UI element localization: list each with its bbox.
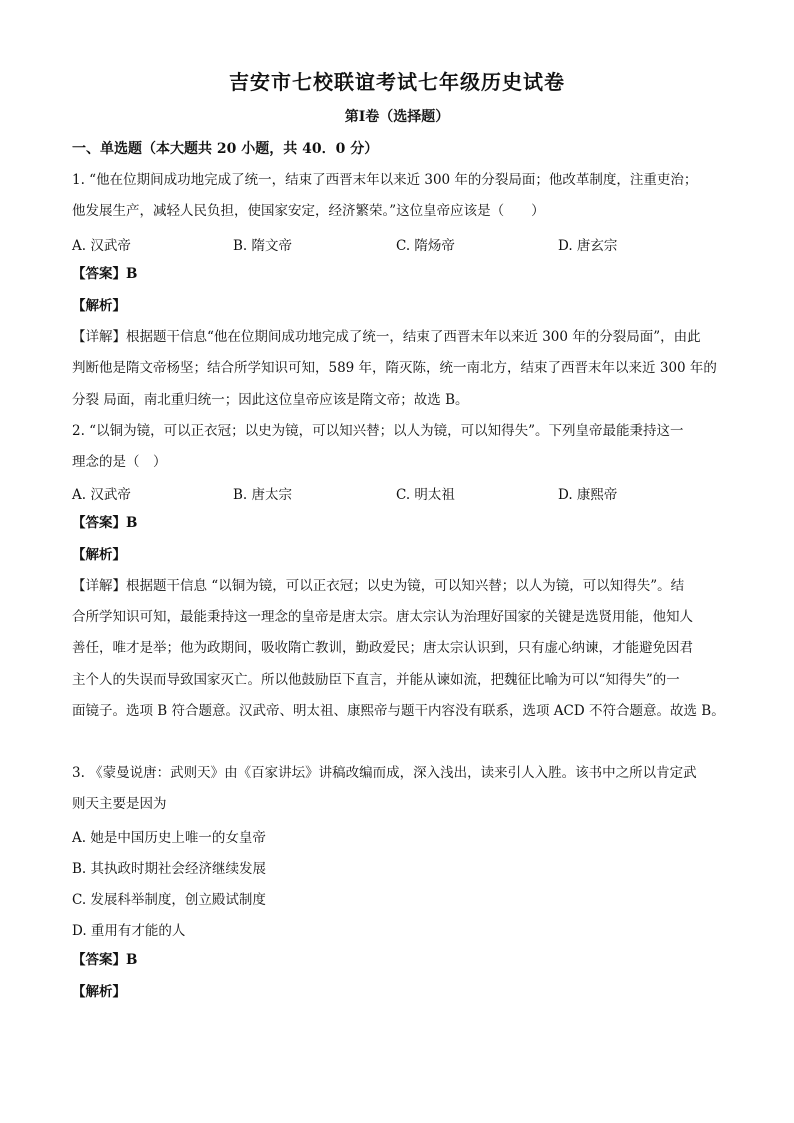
- option-b: B. 唐太宗: [233, 487, 293, 503]
- analysis-label: 【解析】: [72, 984, 126, 1000]
- detail-line: 主个人的失误而导致国家灭亡。所以他鼓励臣下直言，并能从谏如流，把魏征比喻为可以“知得失”的一: [72, 672, 680, 688]
- detail-line: 合所学知识可知，最能秉持这一理念的皇帝是唐太宗。唐太宗认为治理好国家的关键是选贤用能，他知人: [72, 609, 693, 625]
- option-d: D. 重用有才能的人: [72, 923, 186, 939]
- analysis-label: 【解析】: [72, 298, 126, 314]
- option-d: D. 康熙帝: [558, 487, 618, 503]
- question-stem-line: 则天主要是因为: [72, 796, 167, 812]
- question-stem-line: 理念的是（ ）: [72, 454, 167, 470]
- page-subtitle: 第Ⅰ卷（选择题）: [344, 109, 450, 125]
- option-b: B. 隋文帝: [233, 238, 293, 254]
- detail-line: 判断他是隋文帝杨坚；结合所学知识可知，589 年，隋灭陈，统一南北方，结束了西晋末年以来近 300 年的: [72, 360, 717, 376]
- detail-line: 【详解】根据题干信息“他在位期间成功地完成了统一，结束了西晋末年以来近 300 年的分裂局面”，由此: [72, 329, 701, 345]
- option-c: C. 发展科举制度，创立殿试制度: [72, 892, 266, 908]
- option-a: A. 汉武帝: [72, 487, 131, 503]
- option-d: D. 唐玄宗: [558, 238, 618, 254]
- option-a: A. 汉武帝: [72, 238, 131, 254]
- answer-label: 【答案】B: [72, 266, 138, 282]
- detail-line: 面镜子。选项 B 符合题意。汉武帝、明太祖、康熙帝与题干内容没有联系，选项 ACD 不符合题意。故选 B。: [72, 703, 725, 719]
- question-stem-line: 2. “以铜为镜，可以正衣冠；以史为镜，可以知兴替；以人为镜，可以知得失”。下列皇帝最能秉持这一: [72, 423, 684, 439]
- option-c: C. 隋炀帝: [396, 238, 455, 254]
- option-a: A. 她是中国历史上唯一的女皇帝: [72, 830, 266, 846]
- page-title: 吉安市七校联谊考试七年级历史试卷: [229, 70, 565, 94]
- answer-label: 【答案】B: [72, 952, 138, 968]
- option-c: C. 明太祖: [396, 487, 455, 503]
- question-stem-line: 他发展生产，减轻人民负担，使国家安定，经济繁荣。”这位皇帝应该是（ ）: [72, 203, 545, 219]
- question-stem-line: 3. 《蒙曼说唐：武则天》由《百家讲坛》讲稿改编而成，深入浅出，读来引人入胜。该书中之所以肯定武: [72, 765, 697, 781]
- detail-line: 善任，唯才是举；他为政期间，吸收隋亡教训，勤政爱民；唐太宗认识到，只有虚心纳谏，才能避免因君: [72, 640, 693, 656]
- answer-label: 【答案】B: [72, 515, 138, 531]
- option-b: B. 其执政时期社会经济继续发展: [72, 861, 267, 877]
- analysis-label: 【解析】: [72, 547, 126, 563]
- detail-line: 【详解】根据题干信息 “以铜为镜，可以正衣冠；以史为镜，可以知兴替；以人为镜，可以知得失”。结: [72, 578, 685, 594]
- detail-line: 分裂 局面，南北重归统一；因此这位皇帝应该是隋文帝；故选 B。: [72, 392, 469, 408]
- section-heading: 一、单选题（本大题共 20 小题，共 40．0 分）: [72, 141, 379, 157]
- question-stem-line: 1. “他在位期间成功地完成了统一，结束了西晋末年以来近 300 年的分裂局面；他改革制度，注重吏治；: [72, 172, 698, 188]
